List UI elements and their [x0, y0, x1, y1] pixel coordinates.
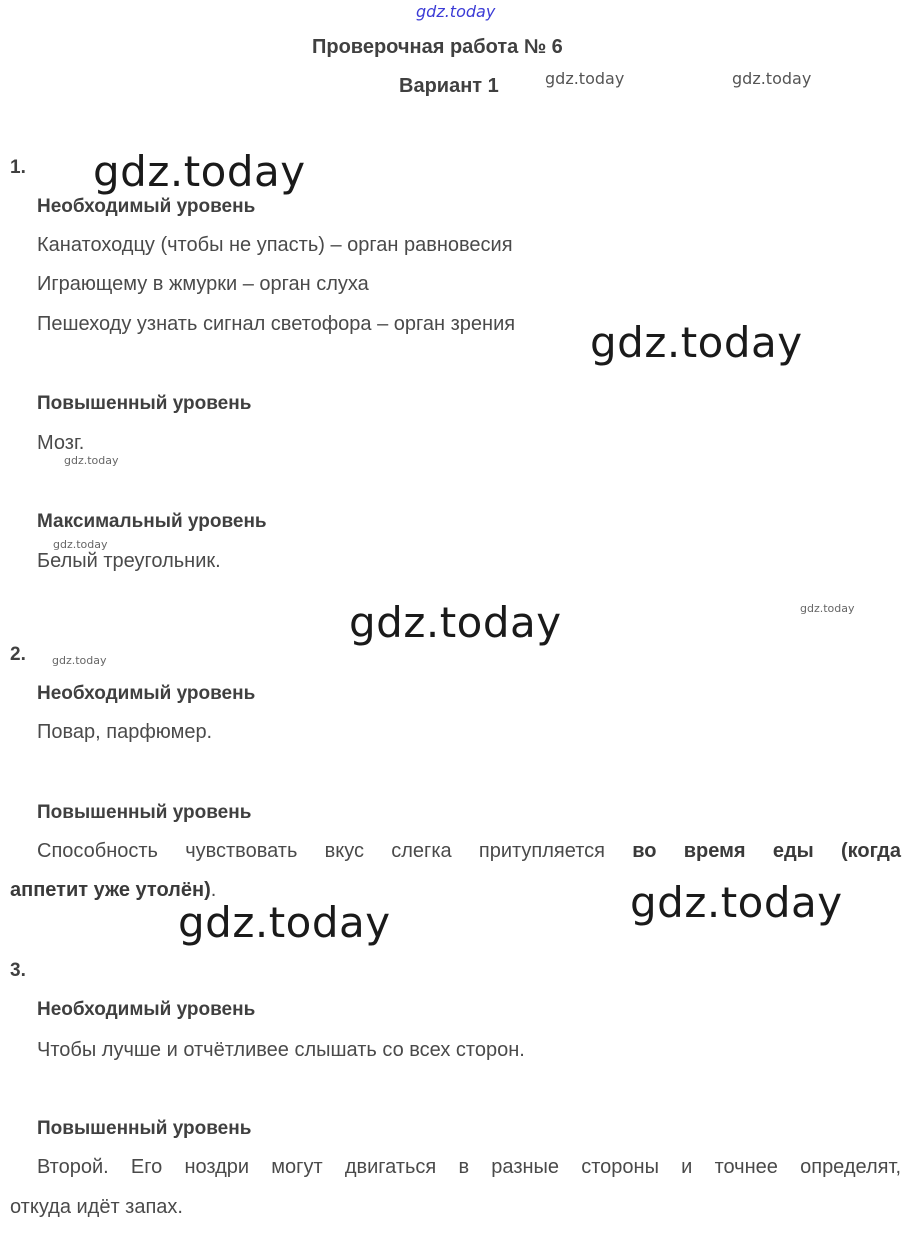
page-title: Проверочная работа № 6: [312, 36, 563, 58]
level-heading: Повышенный уровень: [37, 1118, 252, 1139]
answer-text-bold: во время еды (когда: [632, 840, 902, 862]
answer-line: Канатоходцу (чтобы не упасть) – орган равновесия: [37, 234, 513, 256]
watermark-top: gdz.today: [416, 2, 496, 21]
watermark-small-2: gdz.today: [53, 538, 108, 551]
watermark-header-1: gdz.today: [545, 69, 625, 88]
answer-line: Повар, парфюмер.: [37, 721, 213, 743]
answer-line: Второй. Его ноздри могут двигаться в разные стороны и точнее определят,: [37, 1156, 901, 1178]
answer-line: Играющему в жмурки – орган слуха: [37, 273, 369, 295]
answer-line: откуда идёт запах.: [10, 1196, 183, 1218]
watermark-small-1: gdz.today: [64, 454, 119, 467]
level-heading: Максимальный уровень: [37, 511, 267, 532]
answer-text: Способность чувствовать вкус слегка притупляется: [37, 840, 605, 862]
watermark-small-3: gdz.today: [800, 602, 855, 615]
answer-paragraph-line-2: [10, 879, 216, 902]
level-heading: Повышенный уровень: [37, 802, 252, 823]
watermark-large-3: gdz.today: [349, 598, 562, 647]
variant-label: Вариант 1: [399, 75, 499, 97]
level-heading: Необходимый уровень: [37, 999, 256, 1020]
answer-line: Чтобы лучше и отчётливее слышать со всех сторон.: [37, 1039, 525, 1061]
answer-line: Пешеходу узнать сигнал светофора – орган зрения: [37, 313, 516, 335]
answer-line: Мозг.: [37, 432, 85, 454]
answer-paragraph-line-1: [37, 840, 901, 863]
level-heading: Необходимый уровень: [37, 196, 256, 217]
answer-text-bold: аппетит уже утолён): [10, 879, 211, 901]
watermark-large-4: gdz.today: [630, 878, 843, 927]
watermark-small-4: gdz.today: [52, 654, 107, 667]
level-heading: Необходимый уровень: [37, 683, 256, 704]
level-heading: Повышенный уровень: [37, 393, 252, 414]
watermark-large-2: gdz.today: [590, 318, 803, 367]
watermark-large-1: gdz.today: [93, 147, 306, 196]
answer-line: Белый треугольник.: [37, 550, 221, 572]
watermark-large-5: gdz.today: [178, 898, 391, 947]
task-number: 3.: [10, 960, 26, 981]
task-number: 1.: [10, 157, 26, 178]
answer-text: .: [210, 879, 217, 901]
watermark-header-2: gdz.today: [732, 69, 812, 88]
task-number: 2.: [10, 644, 26, 665]
